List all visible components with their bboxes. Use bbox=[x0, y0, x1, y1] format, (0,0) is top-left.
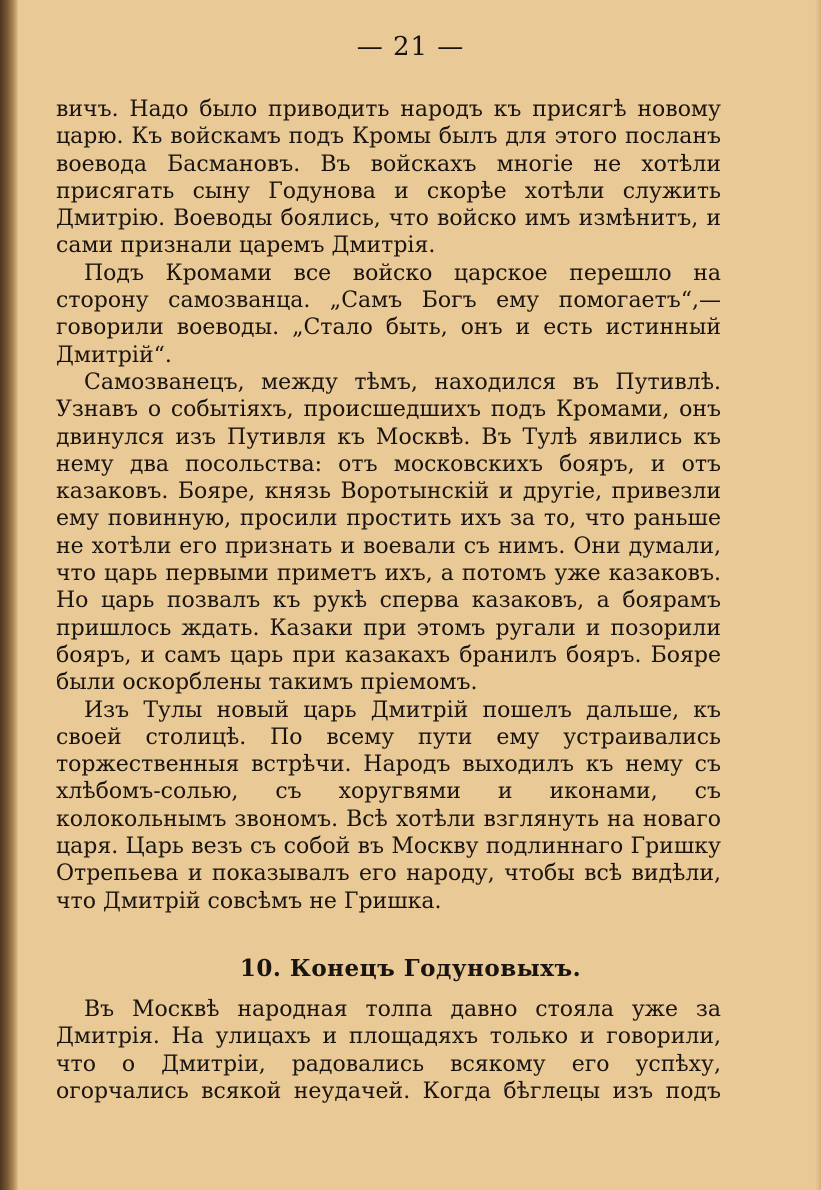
section-paragraph: Въ Москвѣ народная толпа давно стояла уже за Дмитрія. На улицахъ и площадяхъ только и говорили, что о Дмитріи, радовались всякому его успѣху, огорчались всякой неудачей. Когда бѣглецы изъ подъ bbox=[56, 997, 721, 1104]
section-heading: 10. Конецъ Годуновыхъ. bbox=[239, 955, 582, 982]
page-number: — 21 — bbox=[356, 32, 465, 62]
book-spine-shadow bbox=[0, 0, 18, 1190]
paragraph-3: Самозванецъ, между тѣмъ, находился въ Путивлѣ. Узнавъ о событіяхъ, происшедшихъ подъ Кромами, онъ двинулся изъ Путивля къ Москвѣ. Въ Тулѣ явились къ нему два посольства: отъ московскихъ бояръ, и отъ казаковъ. Бояре, князь Воротынскій и другіе, привезли ему повинную, просили простить ихъ за то, что раньше не хотѣли его признать и воевали съ нимъ. Они думали, что царь первыми приметъ ихъ, а потомъ уже казаковъ. Но царь позвалъ къ рукѣ сперва казаковъ, а боярамъ пришлось ждать. Казаки при этомъ ругали и позорили бояръ, и самъ царь при казакахъ бранилъ бояръ. Бояре были оскорблены такимъ пріемомъ. bbox=[56, 369, 721, 696]
paragraph-4: Изъ Тулы новый царь Дмитрій пошелъ дальше, къ своей столицѣ. По всему пути ему устраивались торжественныя встрѣчи. Народъ выходилъ къ нему съ хлѣбомъ-солью, съ хоругвями и иконами, съ колокольнымъ звономъ. Всѣ хотѣли взглянуть на новаго царя. Царь везъ съ собой въ Москву подлиннаго Гришку Отрепьева и показывалъ его народу, чтобы всѣ видѣли, что Дмитрій совсѣмъ не Гришка. bbox=[56, 697, 721, 914]
page-edge bbox=[815, 0, 821, 1190]
section-text bbox=[56, 996, 721, 1105]
paragraph-1: вичъ. Надо было приводить народъ къ присягѣ новому царю. Къ войскамъ подъ Кромы былъ для этого посланъ воевода Басмановъ. Въ войскахъ многіе не хотѣли присягать сыну Годунова и скорѣе хотѣли служить Дмитрію. Воеводы боялись, что войско имъ измѣнитъ, и сами признали царемъ Дмитрія. bbox=[56, 97, 721, 259]
main-text bbox=[56, 96, 721, 915]
paragraph-2: Подъ Кромами все войско царское перешло на сторону самозванца. „Самъ Богъ ему помогаетъ“,—говорили воеводы. „Стало быть, онъ и есть истинный Дмитрій“. bbox=[56, 260, 721, 368]
